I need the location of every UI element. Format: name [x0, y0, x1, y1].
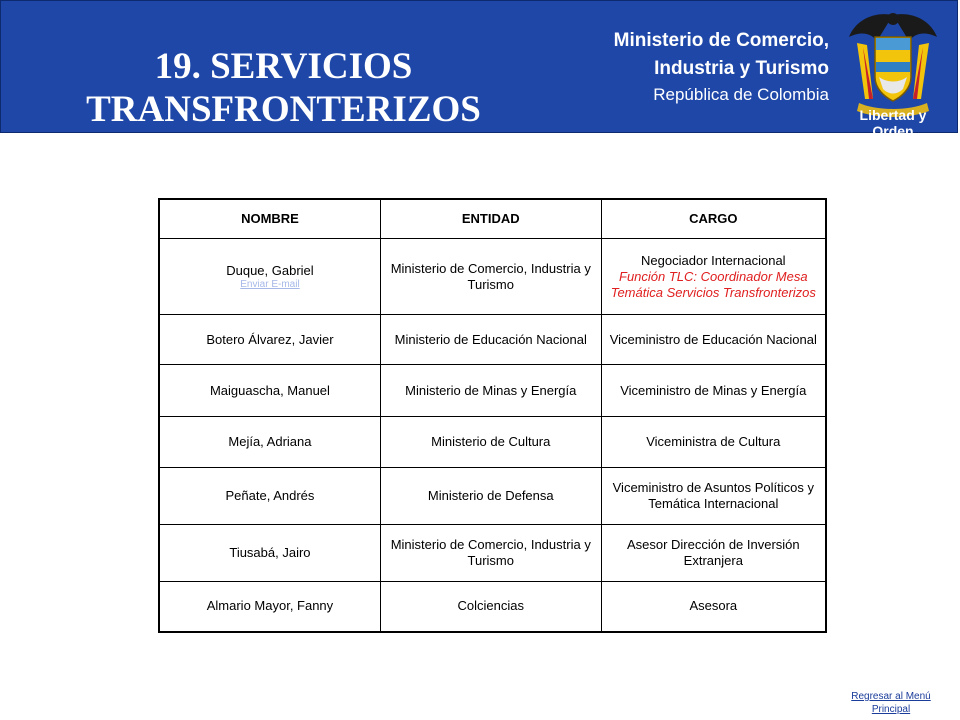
directory-table [158, 198, 827, 633]
cell-cargo: Asesor Dirección de Inversión Extranjera [601, 525, 826, 582]
cell-entidad: Ministerio de Comercio, Industria y Turismo [380, 239, 601, 315]
cell-cargo: Viceministro de Asuntos Políticos y Temática Internacional [601, 468, 826, 525]
cell-cargo: Viceministra de Cultura [601, 417, 826, 468]
back-to-menu-link[interactable]: Regresar al Menú Principal [851, 691, 931, 715]
table-row [159, 468, 826, 525]
page-title [1, 45, 566, 131]
cell-nombre: Peñate, Andrés [159, 468, 380, 525]
table-row [159, 365, 826, 417]
cell-cargo: Viceministro de Educación Nacional [601, 315, 826, 365]
table-row [159, 525, 826, 582]
nombre-text: Duque, Gabriel [226, 262, 314, 278]
cell-nombre [159, 239, 380, 315]
table-row [159, 417, 826, 468]
ministry-line-1: Ministerio de Comercio, [613, 30, 829, 51]
cell-entidad: Ministerio de Cultura [380, 417, 601, 468]
cargo-detail-text: Función TLC: Coordinador Mesa Temática Servicios Transfronterizos [610, 268, 816, 300]
email-link[interactable]: Enviar E-mail [240, 278, 300, 290]
table-row [159, 582, 826, 632]
title-line-1: 19. SERVICIOS [154, 46, 413, 87]
cell-entidad: Ministerio de Educación Nacional [380, 315, 601, 365]
cargo-text: Negociador Internacional [641, 252, 786, 268]
header-cargo: CARGO [601, 199, 826, 239]
cell-entidad: Ministerio de Comercio, Industria y Turismo [380, 525, 601, 582]
cell-cargo: Viceministro de Minas y Energía [601, 365, 826, 417]
table-row [159, 239, 826, 315]
cell-entidad: Ministerio de Defensa [380, 468, 601, 525]
cell-entidad: Colciencias [380, 582, 601, 632]
cell-nombre: Botero Álvarez, Javier [159, 315, 380, 365]
cell-cargo: Asesora [601, 582, 826, 632]
cell-entidad: Ministerio de Minas y Energía [380, 365, 601, 417]
cell-nombre: Mejía, Adriana [159, 417, 380, 468]
cell-nombre: Maiguascha, Manuel [159, 365, 380, 417]
table-row [159, 315, 826, 365]
header-entidad: ENTIDAD [380, 199, 601, 239]
cell-nombre: Almario Mayor, Fanny [159, 582, 380, 632]
table-header-row [159, 199, 826, 239]
header-nombre: NOMBRE [159, 199, 380, 239]
title-line-2: TRANSFRONTERIZOS [86, 89, 481, 130]
ministry-line-2: Industria y Turismo [654, 58, 829, 79]
header-banner [0, 0, 958, 139]
seal-caption: Libertad y Orden [859, 107, 927, 139]
cell-nombre: Tiusabá, Jairo [159, 525, 380, 582]
ministry-line-3: República de Colombia [653, 85, 829, 104]
cell-cargo [601, 239, 826, 315]
ministry-name [614, 27, 829, 107]
